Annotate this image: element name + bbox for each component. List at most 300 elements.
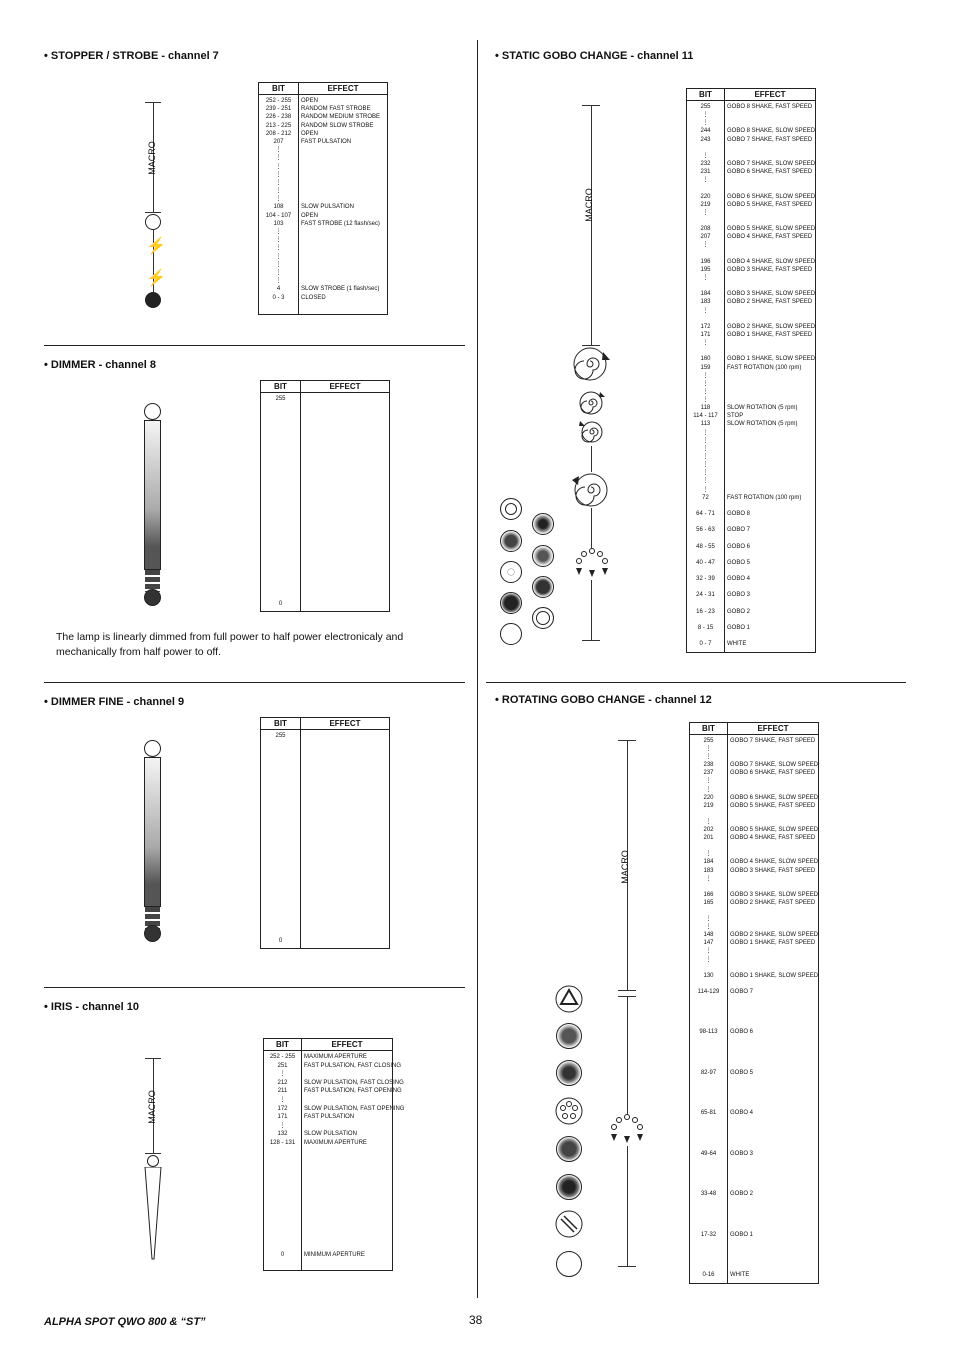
effect-value [727, 552, 813, 560]
bit-value: 219 [700, 201, 711, 208]
effect-value [304, 1149, 390, 1158]
bit-value [692, 1199, 725, 1207]
bit-value: ⋮ [275, 188, 282, 195]
bit-value [689, 251, 722, 259]
bit-value: ⋮ [702, 397, 709, 404]
macro-label: MACRO [583, 188, 594, 222]
bit-value: ⋮ [702, 462, 709, 469]
bit-value: 32 - 39 [696, 576, 715, 583]
iris-taper-icon [143, 1167, 163, 1263]
effect-value [727, 470, 813, 478]
effect-value: GOBO 5 [730, 1069, 754, 1076]
effect-value [301, 237, 385, 245]
effect-value: SLOW PULSATION [301, 204, 354, 211]
bit-value [692, 1183, 725, 1191]
bit-value: ⋮ [279, 1122, 286, 1129]
bit-value: 65-81 [700, 1110, 717, 1117]
effect-value: FAST PULSATION [301, 138, 352, 145]
gobo-6-icon [500, 530, 522, 552]
effect-value [730, 908, 816, 916]
bit-value: 147 [703, 940, 714, 947]
bit-value: ⋮ [702, 437, 709, 444]
effect-value: GOBO 2 [727, 608, 751, 615]
effect-table-ch11: BIT EFFECT 255 ⋮ ⋮ 244 243 ⋮ 232 231 ⋮ 220 219 ⋮ 208 207 ⋮ 196 195 ⋮ 184 183 ⋮ 172 171 ⋮ 160 159 ⋮ ⋮ ⋮ ⋮ 118 114 - 117 113 ⋮ ⋮ ⋮ ⋮ ⋮ ⋮ ⋮ ⋮ 72 64 - 71 56 - 63 48 - 55 40 - 47 32 - 39 24 - 31 16 - 23 8 - 15 0 - 7 GOBO 8 SHAKE, FAST SPEED GOBO 8 SHAKE, SLOW SPEED GOBO 7 SHAKE, FAST SPEED GOBO 7 SHAKE, SLOW SPEED GOBO 6 SHAKE, FAST SPEED GOBO 6 SHAKE, SLOW SPEED GOBO 5 SHAKE, FAST SPEED GOBO 5 SHAKE, SLOW SPEED GOBO 4 SHAKE, FAST SPEED GOBO 4 SHAKE, SLOW SPEED GOBO 3 SHAKE, FAST SPEED GOBO 3 SHAKE, SLOW SPEED GOBO 2 SHAKE, FAST SPEED GOBO 2 SHAKE, SLOW SPEED GOBO 1 SHAKE, FAST SPEED GOBO 1 SHAKE, SLOW SPEED FAST ROTATION (100 rpm) SLOW ROTATION (5 rpm) STOP SLOW ROTATION (5 rpm) FAST ROTATION (100 rpm) GOBO 8 GOBO 7 GOBO 6 GOBO 5 GOBO 4 GOBO 3 GOBO 2 GOBO 1 WHITE [686, 88, 816, 653]
bit-value: 238 [703, 762, 714, 769]
effect-value: GOBO 3 SHAKE, FAST SPEED [730, 867, 816, 874]
gobo-4-icon [500, 561, 522, 583]
bit-value: 244 [700, 128, 711, 135]
effect-value [730, 1248, 816, 1256]
effect-value: GOBO 2 SHAKE, SLOW SPEED [730, 932, 819, 939]
effect-value [730, 778, 816, 786]
spiral-rotation-icon [578, 418, 606, 446]
bit-value: 8 - 15 [697, 625, 714, 631]
section-title-ch11: • STATIC GOBO CHANGE - channel 11 [495, 50, 694, 62]
bit-value: ⋮ [705, 786, 712, 793]
bit-value [692, 1240, 725, 1248]
bit-value: ⋮ [705, 746, 712, 753]
section-title-ch10: • IRIS - channel 10 [44, 1001, 139, 1013]
bit-value: ⋮ [702, 112, 709, 119]
bit-value [689, 568, 722, 576]
bit-value: 40 - 47 [696, 559, 715, 566]
bit-value: 183 [703, 867, 714, 874]
bit-value: 243 [700, 136, 711, 143]
effect-value [730, 1175, 816, 1183]
bit-value: 103 [273, 220, 284, 227]
effect-value [730, 948, 816, 956]
bit-value [692, 1167, 725, 1175]
macro-label: MACRO [146, 141, 157, 175]
bit-value [692, 1135, 725, 1143]
effect-value: SLOW ROTATION (5 rpm) [727, 421, 798, 428]
effect-value [727, 601, 813, 609]
bit-value [692, 1207, 725, 1215]
bit-value: 33-48 [700, 1191, 717, 1198]
effect-value: GOBO 5 SHAKE, SLOW SPEED [727, 226, 816, 233]
bit-value [692, 1046, 725, 1054]
bit-value: 24 - 31 [696, 592, 715, 599]
bit-value: 255 [275, 733, 286, 739]
page-number: 38 [469, 1313, 483, 1327]
effect-value [730, 1224, 816, 1232]
bit-value: 0 [278, 601, 283, 607]
bit-value: 4 [276, 286, 281, 293]
effect-value [730, 1046, 816, 1054]
bit-value: ⋮ [702, 380, 709, 387]
effect-value: GOBO 7 SHAKE, SLOW SPEED [730, 762, 819, 769]
bit-value: 171 [700, 331, 711, 338]
section-divider [44, 682, 465, 683]
effect-value: GOBO 2 SHAKE, SLOW SPEED [727, 323, 816, 330]
product-name: ALPHA SPOT QWO 800 & “ST” [44, 1316, 206, 1328]
bit-value: 132 [277, 1131, 288, 1138]
bit-value [692, 1062, 725, 1070]
effect-value [730, 787, 816, 795]
bit-value: ⋮ [705, 754, 712, 761]
effect-value: GOBO 7 SHAKE, SLOW SPEED [727, 160, 816, 167]
bit-value: 114 - 117 [693, 413, 718, 420]
bit-value: 0 [278, 938, 283, 944]
effect-value: OPEN [301, 212, 319, 219]
bit-value: 208 [700, 226, 711, 233]
effect-value [730, 1183, 816, 1191]
effect-value [730, 876, 816, 884]
bit-value: 195 [700, 266, 711, 273]
bit-value: 160 [700, 356, 711, 363]
closed-circle-icon [145, 292, 161, 308]
effect-value [301, 147, 385, 155]
bit-value: ⋮ [275, 278, 282, 285]
effect-value [727, 120, 813, 128]
effect-value [730, 1078, 816, 1086]
effect-value [304, 1192, 390, 1201]
bit-value [689, 348, 722, 356]
bit-value: ⋮ [275, 237, 282, 244]
bit-value [692, 1175, 725, 1183]
bit-value: 118 [700, 405, 711, 412]
bit-value: 184 [703, 859, 714, 866]
effect-value [730, 1062, 816, 1070]
gobo-wheel-icon [572, 546, 612, 580]
gobo-2-icon [500, 592, 522, 614]
effect-value: SLOW STROBE (1 flash/sec) [301, 286, 380, 293]
gobo-7-icon [532, 513, 554, 535]
effect-table-ch9: BIT EFFECT 255 0 [260, 717, 390, 949]
bit-value: ⋮ [279, 1071, 286, 1078]
bit-value: 213 - 225 [265, 122, 292, 129]
bit-value [692, 1005, 725, 1013]
effect-value: GOBO 7 SHAKE, FAST SPEED [727, 136, 813, 143]
effect-value [727, 430, 813, 438]
bit-value: ⋮ [275, 171, 282, 178]
effect-value [304, 1123, 390, 1132]
effect-value: GOBO 6 [727, 543, 751, 550]
bit-value [692, 884, 725, 892]
bit-value: 220 [703, 794, 714, 801]
bit-value [692, 965, 725, 973]
bit-value: 255 [703, 738, 714, 744]
bit-value: ⋮ [275, 163, 282, 170]
effect-value [730, 884, 816, 892]
effect-value [730, 1094, 816, 1102]
effect-value [730, 754, 816, 762]
effect-value: GOBO 3 SHAKE, FAST SPEED [727, 266, 813, 273]
bit-value: 231 [700, 169, 711, 176]
effect-value [727, 145, 813, 153]
gobo-4-icon [555, 1097, 583, 1125]
bit-value [689, 316, 722, 324]
bit-value: 159 [700, 364, 711, 371]
bit-value: 172 [277, 1105, 288, 1112]
effect-value [727, 316, 813, 324]
effect-value [730, 981, 816, 989]
effect-value [730, 746, 816, 754]
effect-table-ch10: BIT EFFECT 252 - 255 251 ⋮ 212 211 ⋮ 172 171 ⋮ 132 128 - 131 0 MAXIMUM APERTURE FAST PULSATION, FAST CLOSING SLOW PULSATION, FAST CLOSING FAST PULSATION, FAST OPENING SLOW PULSATION, FAST OPENING FAST PULSATION SLOW PULSATION MAXIMUM APERTURE MINIMUM APERTURE [263, 1038, 393, 1271]
spiral-rotation-icon [572, 346, 612, 382]
bit-value: 172 [700, 323, 711, 330]
column-divider [477, 40, 478, 1298]
bit-value: ⋮ [702, 340, 709, 347]
effect-value [730, 957, 816, 965]
effect-value: GOBO 8 SHAKE, FAST SPEED [727, 104, 813, 110]
bit-value: 239 - 251 [265, 106, 292, 113]
bit-value [689, 601, 722, 609]
bit-value [692, 1159, 725, 1167]
effect-value [730, 916, 816, 924]
bit-value: 207 [700, 234, 711, 241]
effect-value [727, 454, 813, 462]
bit-value [692, 981, 725, 989]
bit-value [692, 1054, 725, 1062]
effect-value [727, 478, 813, 486]
bit-value: 130 [703, 972, 714, 979]
effect-value: GOBO 1 SHAKE, SLOW SPEED [727, 356, 816, 363]
bit-value [689, 617, 722, 625]
effect-value: GOBO 1 SHAKE, SLOW SPEED [730, 972, 819, 979]
effect-value: GOBO 2 SHAKE, FAST SPEED [730, 899, 816, 906]
effect-value: GOBO 4 [730, 1110, 754, 1117]
effect-value: GOBO 6 SHAKE, SLOW SPEED [730, 794, 819, 801]
macro-label: MACRO [619, 850, 630, 884]
effect-value: MAXIMUM APERTURE [304, 1054, 367, 1060]
effect-value [727, 633, 813, 641]
bit-value: 202 [703, 827, 714, 834]
effect-value: GOBO 3 SHAKE, SLOW SPEED [727, 291, 816, 298]
effect-value [730, 1264, 816, 1272]
effect-value: GOBO 1 SHAKE, FAST SPEED [727, 331, 813, 338]
section-divider [44, 987, 465, 988]
effect-value [727, 275, 813, 283]
bit-value: 255 [275, 396, 286, 402]
bit-value: 0 [280, 1251, 285, 1258]
effect-value: GOBO 3 [727, 592, 751, 599]
effect-value [301, 196, 385, 204]
effect-value: GOBO 4 SHAKE, SLOW SPEED [730, 859, 819, 866]
bit-value [692, 1094, 725, 1102]
effect-value: RANDOM SLOW STROBE [301, 122, 374, 129]
bit-value [692, 997, 725, 1005]
effect-value [727, 218, 813, 226]
effect-value [727, 519, 813, 527]
bit-value: 16 - 23 [696, 608, 715, 615]
effect-value [730, 997, 816, 1005]
bit-value [266, 1209, 299, 1218]
bit-value: ⋮ [702, 209, 709, 216]
effect-value [730, 924, 816, 932]
effect-value [304, 1209, 390, 1218]
bit-value: ⋮ [275, 147, 282, 154]
bit-value: ⋮ [702, 274, 709, 281]
bit-value: 226 - 238 [265, 114, 292, 121]
effect-value [304, 1071, 390, 1080]
bit-value [692, 1021, 725, 1029]
bit-value [689, 584, 722, 592]
effect-value: GOBO 4 SHAKE, FAST SPEED [727, 234, 813, 241]
effect-value [730, 1216, 816, 1224]
bit-value [692, 1078, 725, 1086]
effect-value: GOBO 8 [727, 511, 751, 518]
bit-value [692, 811, 725, 819]
bit-value [266, 1226, 299, 1235]
effect-value: RANDOM FAST STROBE [301, 106, 371, 113]
bit-value: 49-64 [700, 1150, 717, 1157]
effect-value: WHITE [727, 641, 747, 648]
dimmer-note: The lamp is linearly dimmed from full power to half power electronicaly and mechanically from half power to off. [56, 631, 404, 658]
spiral-rotation-icon [578, 389, 606, 417]
bit-value: 72 [702, 494, 709, 501]
bit-value [266, 1174, 299, 1183]
effect-value [301, 254, 385, 262]
bit-value: ⋮ [702, 177, 709, 184]
effect-value [727, 438, 813, 446]
bit-value: 128 - 131 [269, 1139, 296, 1146]
effect-value [727, 242, 813, 250]
effect-value: GOBO 1 [727, 625, 751, 631]
effect-value: GOBO 4 [727, 576, 751, 583]
effect-value [304, 1157, 390, 1166]
effect-value: GOBO 5 [727, 559, 751, 566]
bit-value [692, 1256, 725, 1264]
effect-value [727, 617, 813, 625]
bit-value [266, 1192, 299, 1201]
bit-value: 17-32 [700, 1231, 717, 1238]
bit-value: 82-97 [700, 1069, 717, 1076]
bit-value [692, 908, 725, 916]
bit-value: ⋮ [705, 956, 712, 963]
bit-value [689, 145, 722, 153]
effect-value [730, 1013, 816, 1021]
effect-value [727, 381, 813, 389]
bit-value: ⋮ [702, 372, 709, 379]
effect-value [730, 1118, 816, 1126]
lightning-icon: ⚡ [146, 238, 166, 255]
effect-value [727, 340, 813, 348]
effect-value: GOBO 6 SHAKE, FAST SPEED [727, 169, 813, 176]
open-circle-icon [144, 403, 161, 420]
bit-value: ⋮ [275, 261, 282, 268]
effect-value: SLOW PULSATION, FAST OPENING [304, 1105, 405, 1112]
bit-value [689, 283, 722, 291]
bit-value [266, 1200, 299, 1209]
bit-value: 166 [703, 891, 714, 898]
effect-value [730, 1037, 816, 1045]
gobo-5-icon [532, 545, 554, 567]
effect-value [304, 1097, 390, 1106]
gobo-white-icon [500, 623, 522, 645]
bit-value: 48 - 55 [696, 543, 715, 550]
gobo-8-icon [500, 498, 522, 520]
bit-value [689, 503, 722, 511]
bit-value [692, 1037, 725, 1045]
macro-label: MACRO [146, 1090, 157, 1124]
effect-value [727, 397, 813, 405]
bit-value: ⋮ [705, 851, 712, 858]
bit-value: 108 [273, 204, 284, 211]
effect-value: GOBO 1 [730, 1231, 754, 1238]
effect-value [304, 1200, 390, 1209]
bit-value: 0-16 [702, 1272, 715, 1279]
effect-value [727, 348, 813, 356]
effect-value [730, 1102, 816, 1110]
bit-value [692, 1086, 725, 1094]
bit-value: ⋮ [279, 1096, 286, 1103]
bit-value [689, 633, 722, 641]
effect-value [730, 1086, 816, 1094]
bit-value: 171 [277, 1114, 288, 1121]
effect-value [304, 1234, 390, 1243]
bit-value: ⋮ [705, 778, 712, 785]
bit-value [266, 1234, 299, 1243]
effect-value [727, 251, 813, 259]
bit-value: 165 [703, 899, 714, 906]
effect-value: GOBO 7 [727, 527, 751, 534]
bit-value: ⋮ [702, 307, 709, 314]
bit-value [692, 1216, 725, 1224]
bit-value: ⋮ [705, 818, 712, 825]
bit-value: 114-129 [697, 988, 720, 995]
bit-value [692, 1102, 725, 1110]
iris-circle-icon [147, 1155, 159, 1167]
effect-value [730, 851, 816, 859]
effect-value [727, 462, 813, 470]
bit-value: 207 [273, 138, 284, 145]
bit-value: ⋮ [275, 253, 282, 260]
bit-value: 104 - 107 [265, 212, 292, 219]
effect-value [727, 308, 813, 316]
section-title-ch12: • ROTATING GOBO CHANGE - channel 12 [495, 694, 712, 706]
section-title-ch9: • DIMMER FINE - channel 9 [44, 696, 185, 708]
effect-value: FAST ROTATION (100 rpm) [727, 364, 802, 371]
effect-value: GOBO 2 [730, 1191, 754, 1198]
bit-value [692, 1224, 725, 1232]
bit-value: 0 - 3 [272, 294, 285, 301]
bit-value: 232 [700, 160, 711, 167]
effect-value [730, 1005, 816, 1013]
effect-table-ch7: BIT EFFECT 252 - 255 239 - 251 226 - 238 213 - 225 208 - 212 207 ⋮ ⋮ ⋮ ⋮ ⋮ ⋮ ⋮ 108 104 - 107 103 ⋮ ⋮ ⋮ ⋮ ⋮ ⋮ ⋮ 4 0 - 3 OPEN RANDOM FAST STROBE RANDOM MEDIUM STROBE RANDOM SLOW STROBE OPEN FAST PULSATION SLOW PULSATION OPEN FAST STROBE (12 flash/sec) SLOW STROBE (1 flash/sec) CLOSED [258, 82, 388, 315]
bit-value: 255 [700, 104, 711, 110]
gobo-5-icon [556, 1060, 582, 1086]
gobo-white-icon [556, 1251, 582, 1277]
section-title-ch7: • STOPPER / STROBE - channel 7 [44, 50, 219, 62]
closed-circle-icon [144, 925, 161, 942]
bit-value: ⋮ [705, 948, 712, 955]
effect-value [730, 819, 816, 827]
effect-value: FAST PULSATION, FAST OPENING [304, 1088, 402, 1095]
effect-value: STOP [727, 413, 744, 420]
effect-value: GOBO 5 SHAKE, SLOW SPEED [730, 827, 819, 834]
effect-value: CLOSED [301, 294, 326, 301]
bit-value: 219 [703, 802, 714, 809]
bit-value [692, 1264, 725, 1272]
bit-value: ⋮ [702, 445, 709, 452]
effect-value [727, 112, 813, 120]
effect-value [730, 965, 816, 973]
bit-value [692, 1013, 725, 1021]
bit-value [266, 1149, 299, 1158]
effect-value: GOBO 8 SHAKE, SLOW SPEED [727, 128, 816, 135]
effect-value: GOBO 7 SHAKE, FAST SPEED [730, 738, 816, 744]
spiral-rotation-icon [570, 472, 610, 508]
gobo-6-icon [556, 1023, 582, 1049]
effect-value [730, 1054, 816, 1062]
bit-value: 113 [700, 421, 711, 428]
effect-value [727, 389, 813, 397]
effect-value: GOBO 4 SHAKE, FAST SPEED [730, 835, 816, 842]
bit-value [266, 1183, 299, 1192]
effect-value: SLOW PULSATION [304, 1131, 357, 1138]
bit-value: ⋮ [702, 388, 709, 395]
